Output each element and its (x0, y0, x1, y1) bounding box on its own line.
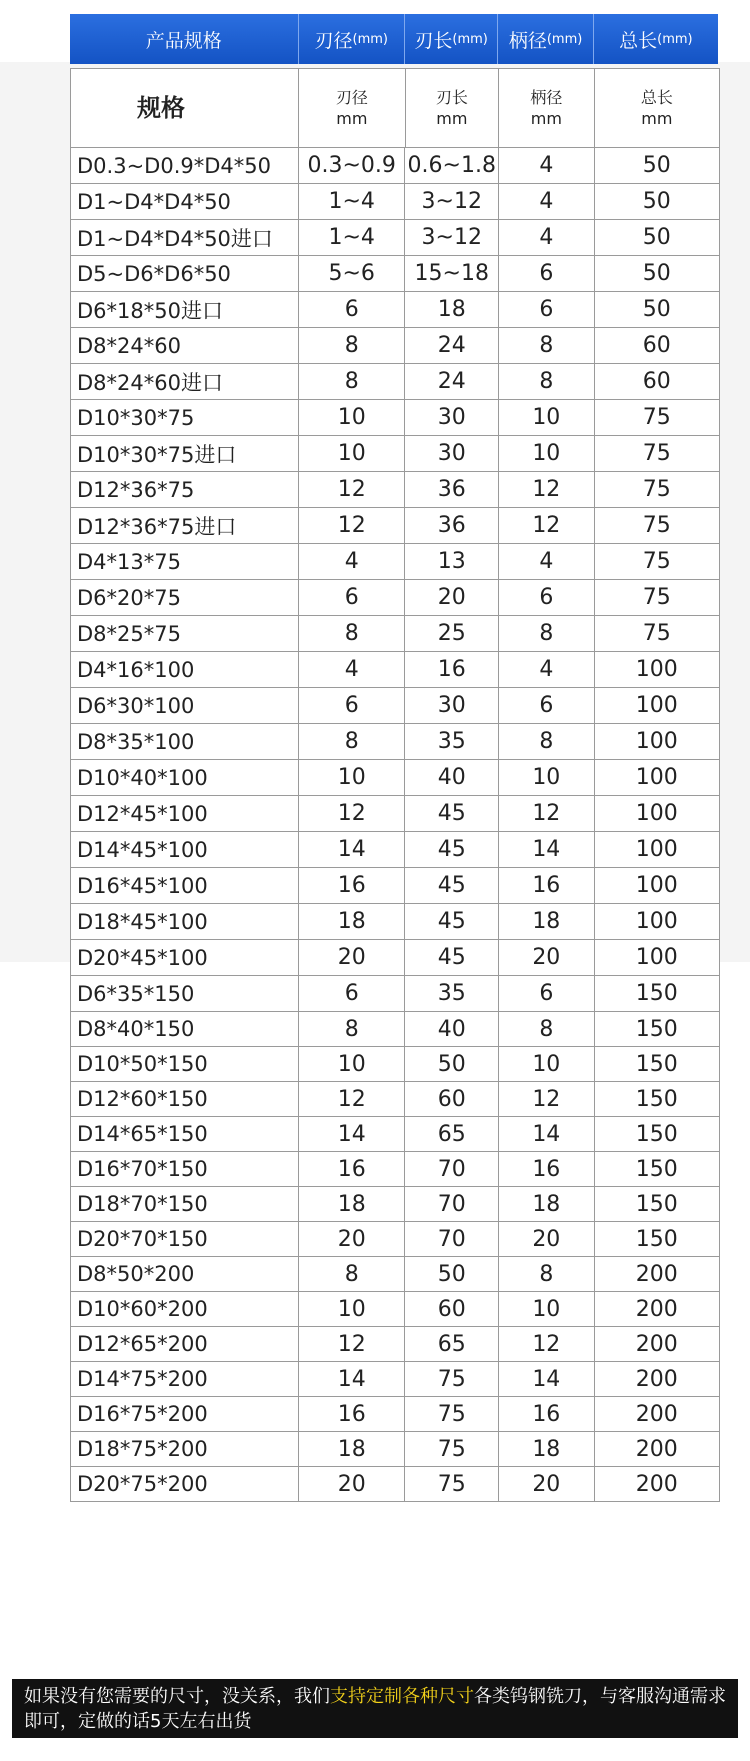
table-row (71, 292, 719, 328)
cell-blade-len: 45 (405, 796, 499, 831)
table-head-blade-dia: 刃径 mm (299, 69, 405, 147)
cell-shank-dia: 12 (499, 796, 595, 831)
cell-spec: D8*35*100 (71, 724, 299, 759)
cell-shank-dia: 18 (499, 904, 595, 939)
cell-blade-dia: 8 (299, 1257, 406, 1291)
cell-shank-dia: 6 (499, 256, 595, 291)
table-row (71, 364, 719, 400)
cell-spec: D1~D4*D4*50 (71, 184, 299, 219)
table-row (71, 616, 719, 652)
cell-blade-dia: 12 (299, 472, 406, 507)
cell-total-len: 200 (635, 1436, 678, 1462)
cell-shank-dia: 6 (499, 976, 595, 1011)
cell-spec: D5~D6*D6*50 (71, 256, 299, 291)
cell-spec: D10*30*75 (71, 400, 299, 435)
cell-blade-len: 13 (405, 544, 499, 579)
cell-total-len: 75 (642, 405, 671, 430)
cell-shank-dia: 10 (499, 1292, 595, 1326)
header-col-total-len: 总长 (mm) (619, 29, 693, 52)
cell-total-len: 50 (642, 297, 671, 322)
spec-header-bar (70, 14, 718, 64)
cell-blade-dia: 4 (299, 544, 406, 579)
cell-spec: D8*50*200 (71, 1257, 299, 1291)
cell-spec: D4*13*75 (71, 544, 299, 579)
cell-shank-dia: 8 (499, 1257, 595, 1291)
table-row (71, 1292, 719, 1327)
cell-blade-dia: 18 (299, 904, 406, 939)
cell-blade-len: 60 (405, 1292, 499, 1326)
cell-shank-dia: 10 (499, 760, 595, 795)
cell-blade-len: 25 (405, 616, 499, 651)
cell-shank-dia: 6 (499, 292, 595, 327)
table-row (71, 148, 719, 184)
table-row (71, 1047, 719, 1082)
cell-blade-dia: 6 (299, 580, 406, 615)
cell-blade-len: 50 (405, 1047, 499, 1081)
table-head-shank-dia: 柄径 mm (499, 69, 595, 147)
cell-blade-dia: 20 (299, 1467, 406, 1501)
cell-shank-dia: 10 (499, 1047, 595, 1081)
cell-spec: D12*60*150 (71, 1082, 299, 1116)
table-row (71, 1222, 719, 1257)
cell-total-len: 200 (635, 1401, 678, 1427)
cell-shank-dia: 20 (499, 1467, 595, 1501)
cell-blade-dia: 0.3~0.9 (299, 148, 406, 183)
cell-blade-len: 45 (405, 940, 499, 975)
cell-blade-dia: 8 (299, 724, 406, 759)
cell-blade-len: 0.6~1.8 (405, 148, 499, 183)
cell-shank-dia: 8 (499, 328, 595, 363)
cell-shank-dia: 8 (499, 616, 595, 651)
cell-total-len: 150 (635, 1226, 678, 1252)
cell-blade-dia: 20 (299, 1222, 406, 1256)
cell-total-len: 100 (635, 729, 678, 754)
cell-total-len: 200 (635, 1366, 678, 1392)
cell-blade-dia: 12 (299, 1327, 406, 1361)
table-row (71, 580, 719, 616)
cell-spec: D8*24*60进口 (71, 364, 299, 399)
cell-blade-len: 75 (405, 1467, 499, 1501)
cell-blade-len: 45 (405, 832, 499, 867)
cell-blade-len: 35 (405, 976, 499, 1011)
cell-blade-len: 24 (405, 328, 499, 363)
cell-blade-dia: 10 (299, 436, 406, 471)
cell-shank-dia: 18 (499, 1187, 595, 1221)
table-row (71, 508, 719, 544)
cell-blade-dia: 10 (299, 1292, 406, 1326)
cell-blade-dia: 1~4 (299, 184, 406, 219)
cell-spec: D6*20*75 (71, 580, 299, 615)
cell-spec: D8*24*60 (71, 328, 299, 363)
cell-blade-len: 40 (405, 760, 499, 795)
cell-spec: D4*16*100 (71, 652, 299, 687)
cell-blade-len: 45 (405, 904, 499, 939)
cell-shank-dia: 18 (499, 1432, 595, 1466)
cell-shank-dia: 8 (499, 364, 595, 399)
cell-spec: D18*70*150 (71, 1187, 299, 1221)
cell-blade-dia: 16 (299, 868, 406, 903)
cell-blade-len: 70 (405, 1152, 499, 1186)
table-row (71, 832, 719, 868)
cell-blade-len: 16 (405, 652, 499, 687)
table-row (71, 760, 719, 796)
table-row (71, 184, 719, 220)
table-row (71, 688, 719, 724)
header-col-blade-len: 刃长 (mm) (405, 14, 498, 64)
header-col-blade-dia: 刃径 (mm) (299, 14, 405, 64)
cell-blade-len: 70 (405, 1222, 499, 1256)
cell-blade-dia: 6 (299, 292, 406, 327)
cell-blade-dia: 12 (299, 1082, 406, 1116)
cell-shank-dia: 4 (499, 652, 595, 687)
note-text-part1: 如果没有您需要的尺寸，没关系，我们 (24, 1686, 330, 1707)
cell-spec: D14*45*100 (71, 832, 299, 867)
header-col-spec: 产品规格 (70, 14, 299, 64)
cell-spec: D10*40*100 (71, 760, 299, 795)
cell-blade-len: 45 (405, 868, 499, 903)
cell-blade-dia: 16 (299, 1397, 406, 1431)
cell-blade-len: 60 (405, 1082, 499, 1116)
cell-spec: D18*75*200 (71, 1432, 299, 1466)
cell-blade-dia: 5~6 (299, 256, 406, 291)
cell-total-len: 100 (635, 765, 678, 790)
cell-spec: D20*75*200 (71, 1467, 299, 1501)
cell-shank-dia: 4 (499, 220, 595, 255)
cell-shank-dia: 12 (499, 1082, 595, 1116)
cell-blade-len: 3~12 (405, 220, 499, 255)
cell-blade-dia: 14 (299, 1117, 406, 1151)
header-col-shank-dia: 柄径 (mm) (498, 14, 593, 64)
cell-total-len: 200 (635, 1261, 678, 1287)
cell-blade-len: 36 (405, 472, 499, 507)
cell-total-len: 100 (635, 837, 678, 862)
cell-shank-dia: 8 (499, 1012, 595, 1046)
cell-blade-dia: 16 (299, 1152, 406, 1186)
cell-spec: D10*60*200 (71, 1292, 299, 1326)
cell-total-len: 100 (635, 801, 678, 826)
note-text-part2: 各类钨钢铣刀，与客服沟通需求即可，定做的话5天左右出货 (24, 1686, 726, 1732)
cell-spec: D12*45*100 (71, 796, 299, 831)
cell-total-len: 75 (642, 549, 671, 574)
cell-blade-dia: 12 (299, 508, 406, 543)
cell-blade-len: 30 (405, 400, 499, 435)
cell-blade-len: 3~12 (405, 184, 499, 219)
cell-total-len: 150 (635, 1156, 678, 1182)
cell-shank-dia: 20 (499, 940, 595, 975)
cell-total-len: 100 (635, 873, 678, 898)
cell-blade-dia: 10 (299, 760, 406, 795)
cell-total-len: 200 (635, 1296, 678, 1322)
table-row (71, 1187, 719, 1222)
table-row (71, 544, 719, 580)
cell-shank-dia: 6 (499, 688, 595, 723)
cell-shank-dia: 16 (499, 868, 595, 903)
cell-total-len: 75 (642, 585, 671, 610)
cell-spec: D12*36*75 (71, 472, 299, 507)
table-row (71, 256, 719, 292)
cell-total-len: 150 (635, 1086, 678, 1112)
cell-blade-dia: 8 (299, 616, 406, 651)
table-row (71, 976, 719, 1012)
cell-blade-len: 65 (405, 1117, 499, 1151)
cell-blade-len: 36 (405, 508, 499, 543)
cell-total-len: 150 (635, 981, 678, 1006)
table-row (71, 472, 719, 508)
table-row (71, 220, 719, 256)
cell-blade-len: 50 (405, 1257, 499, 1291)
table-head-spec: 规格 (71, 69, 299, 147)
cell-blade-dia: 10 (299, 400, 406, 435)
cell-total-len: 75 (642, 621, 671, 646)
table-row (71, 1327, 719, 1362)
cell-blade-len: 20 (405, 580, 499, 615)
cell-blade-dia: 6 (299, 976, 406, 1011)
cell-total-len: 150 (635, 1051, 678, 1077)
cell-blade-len: 30 (405, 436, 499, 471)
cell-shank-dia: 20 (499, 1222, 595, 1256)
cell-shank-dia: 4 (499, 184, 595, 219)
table-row (71, 1362, 719, 1397)
cell-blade-dia: 18 (299, 1432, 406, 1466)
table-row (71, 1467, 719, 1502)
cell-shank-dia: 14 (499, 1117, 595, 1151)
cell-total-len: 50 (642, 153, 671, 178)
cell-shank-dia: 16 (499, 1397, 595, 1431)
cell-blade-len: 35 (405, 724, 499, 759)
table-head-blade-len: 刃长 mm (406, 69, 500, 147)
cell-blade-dia: 6 (299, 688, 406, 723)
cell-blade-dia: 14 (299, 1362, 406, 1396)
table-row (71, 796, 719, 832)
cell-total-len: 60 (642, 333, 671, 358)
table-row (71, 1152, 719, 1187)
cell-spec: D0.3~D0.9*D4*50 (71, 148, 299, 183)
cell-total-len: 75 (642, 513, 671, 538)
cell-spec: D14*75*200 (71, 1362, 299, 1396)
cell-spec: D18*45*100 (71, 904, 299, 939)
cell-total-len: 100 (635, 693, 678, 718)
table-row (71, 1432, 719, 1467)
cell-spec: D16*70*150 (71, 1152, 299, 1186)
cell-blade-dia: 14 (299, 832, 406, 867)
cell-blade-dia: 8 (299, 1012, 406, 1046)
cell-blade-len: 18 (405, 292, 499, 327)
cell-blade-len: 24 (405, 364, 499, 399)
cell-total-len: 100 (635, 909, 678, 934)
cell-spec: D12*65*200 (71, 1327, 299, 1361)
cell-shank-dia: 4 (499, 544, 595, 579)
cell-spec: D20*45*100 (71, 940, 299, 975)
table-row (71, 1082, 719, 1117)
table-row (71, 1117, 719, 1152)
cell-spec: D8*40*150 (71, 1012, 299, 1046)
cell-total-len: 100 (635, 945, 678, 970)
table-row (71, 436, 719, 472)
cell-spec: D10*30*75进口 (71, 436, 299, 471)
cell-blade-len: 75 (405, 1432, 499, 1466)
cell-total-len: 200 (635, 1331, 678, 1357)
cell-total-len: 75 (642, 441, 671, 466)
cell-blade-len: 65 (405, 1327, 499, 1361)
cell-shank-dia: 16 (499, 1152, 595, 1186)
cell-blade-len: 30 (405, 688, 499, 723)
cell-spec: D12*36*75进口 (71, 508, 299, 543)
cell-blade-len: 40 (405, 1012, 499, 1046)
cell-total-len: 75 (642, 477, 671, 502)
note-highlight: 支持定制各种尺寸 (330, 1686, 474, 1707)
cell-spec: D10*50*150 (71, 1047, 299, 1081)
cell-shank-dia: 12 (499, 1327, 595, 1361)
cell-spec: D14*65*150 (71, 1117, 299, 1151)
cell-blade-dia: 1~4 (299, 220, 406, 255)
cell-shank-dia: 4 (499, 148, 595, 183)
cell-blade-dia: 10 (299, 1047, 406, 1081)
cell-blade-len: 15~18 (405, 256, 499, 291)
table-row (71, 940, 719, 976)
cell-blade-len: 75 (405, 1397, 499, 1431)
cell-spec: D16*75*200 (71, 1397, 299, 1431)
table-row (71, 328, 719, 364)
cell-spec: D8*25*75 (71, 616, 299, 651)
table-row (71, 1012, 719, 1047)
spec-table (70, 68, 720, 1502)
cell-blade-dia: 18 (299, 1187, 406, 1221)
cell-spec: D6*35*150 (71, 976, 299, 1011)
cell-shank-dia: 10 (499, 436, 595, 471)
cell-shank-dia: 12 (499, 472, 595, 507)
table-row (71, 1257, 719, 1292)
cell-blade-dia: 20 (299, 940, 406, 975)
cell-shank-dia: 14 (499, 1362, 595, 1396)
table-row (71, 400, 719, 436)
cell-blade-dia: 8 (299, 328, 406, 363)
cell-shank-dia: 10 (499, 400, 595, 435)
cell-shank-dia: 6 (499, 580, 595, 615)
cell-total-len: 60 (642, 369, 671, 394)
table-row (71, 1397, 719, 1432)
cell-shank-dia: 14 (499, 832, 595, 867)
cell-spec: D6*30*100 (71, 688, 299, 723)
table-head-row (71, 68, 719, 148)
cell-spec: D16*45*100 (71, 868, 299, 903)
custom-size-note (12, 1679, 738, 1738)
cell-shank-dia: 12 (499, 508, 595, 543)
cell-blade-dia: 8 (299, 364, 406, 399)
table-row (71, 652, 719, 688)
cell-blade-dia: 4 (299, 652, 406, 687)
table-head-total-len: 总长 mm (640, 88, 673, 128)
table-row (71, 868, 719, 904)
cell-total-len: 150 (635, 1016, 678, 1042)
cell-total-len: 150 (635, 1191, 678, 1217)
cell-spec: D6*18*50进口 (71, 292, 299, 327)
cell-blade-dia: 12 (299, 796, 406, 831)
cell-spec: D1~D4*D4*50进口 (71, 220, 299, 255)
cell-blade-len: 75 (405, 1362, 499, 1396)
cell-blade-len: 70 (405, 1187, 499, 1221)
table-row (71, 904, 719, 940)
table-row (71, 724, 719, 760)
cell-total-len: 50 (642, 225, 671, 250)
cell-total-len: 100 (635, 657, 678, 682)
cell-shank-dia: 8 (499, 724, 595, 759)
cell-total-len: 150 (635, 1121, 678, 1147)
cell-total-len: 50 (642, 189, 671, 214)
cell-total-len: 200 (635, 1471, 678, 1497)
cell-spec: D20*70*150 (71, 1222, 299, 1256)
cell-total-len: 50 (642, 261, 671, 286)
